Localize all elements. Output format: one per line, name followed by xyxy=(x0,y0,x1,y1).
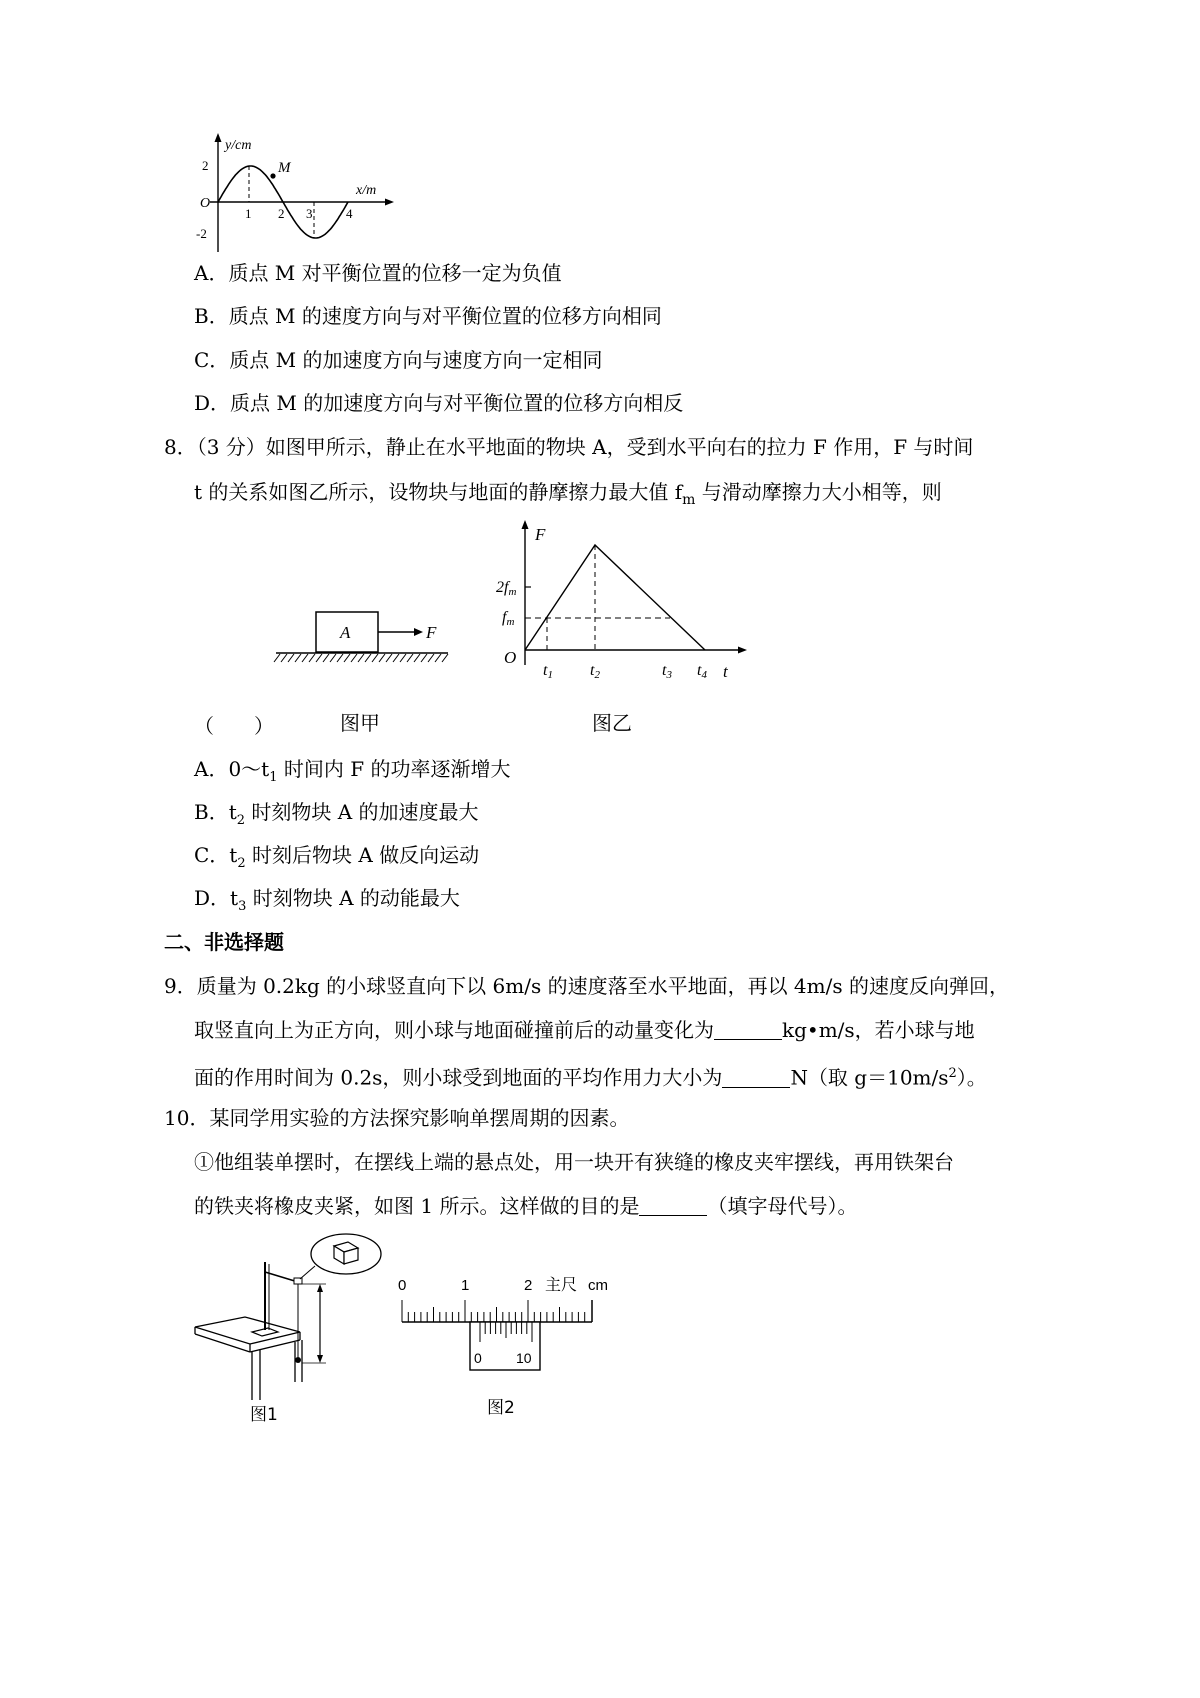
hatch-line xyxy=(442,654,448,662)
hatch-line xyxy=(421,654,427,662)
q9-line3-sup: 2 xyxy=(948,1066,957,1081)
q9-line2 xyxy=(194,1016,975,1044)
tick-t1 xyxy=(543,662,553,681)
q8-option-b-pre: B．t xyxy=(194,800,237,824)
q10-line2: ①他组装单摆时，在摆线上端的悬点处，用一块开有狭缝的橡皮夹牢摆线，再用铁架台 xyxy=(194,1150,954,1174)
q8-option-c-sub: 2 xyxy=(237,856,246,871)
y-tick-2: 2 xyxy=(202,158,209,173)
q8-option-d-pre: D．t xyxy=(194,886,239,910)
ground-hatching xyxy=(274,654,448,662)
fig-a-caption: 图甲 xyxy=(340,711,380,735)
force-f-label: F xyxy=(426,623,437,642)
q10-blank-1[interactable] xyxy=(639,1195,707,1216)
tick-t3 xyxy=(662,662,672,681)
y-tick-neg2: -2 xyxy=(196,226,207,241)
graph-y-label: F xyxy=(535,525,546,544)
hatch-line xyxy=(407,654,413,662)
q8-option-c xyxy=(194,841,479,878)
fig-2-caption: 图2 xyxy=(487,1398,515,1418)
q8-option-b xyxy=(194,798,479,835)
q8-option-a-sub: 1 xyxy=(269,770,278,785)
point-m-marker xyxy=(270,173,275,178)
q8-option-c-post: 时刻后物块 A 做反向运动 xyxy=(245,843,480,867)
tick-t3-main: t xyxy=(662,662,667,679)
x-axis-label: x/m xyxy=(356,183,377,198)
hatch-line xyxy=(428,654,434,662)
q8-stem-line2-a: t 的关系如图乙所示，设物块与地面的静摩擦力最大值 f xyxy=(194,480,683,504)
q8-option-b-sub: 2 xyxy=(236,813,246,828)
tick-t1-main: t xyxy=(543,662,548,679)
hatch-line xyxy=(365,654,371,662)
q9-blank-2[interactable] xyxy=(722,1067,790,1088)
tick-2fm-main: 2f xyxy=(496,579,509,596)
hatch-line xyxy=(344,654,350,662)
fig-b-caption: 图乙 xyxy=(592,711,632,735)
q9-line3-c: ）。 xyxy=(956,1065,987,1090)
tick-2fm-sub: m xyxy=(508,586,517,598)
q8-option-d-sub: 3 xyxy=(238,899,247,914)
tick-t3-sub: 3 xyxy=(666,669,672,681)
vernier-tick-0: 0 xyxy=(474,1350,482,1366)
graph-x-label: t xyxy=(723,662,728,681)
hatch-line xyxy=(358,654,364,662)
hatch-line xyxy=(302,654,308,662)
q7-option-c: C．质点 M 的加速度方向与速度方向一定相同 xyxy=(194,348,603,372)
hatch-line xyxy=(316,654,322,662)
hatch-line xyxy=(393,654,399,662)
graph-origin: O xyxy=(504,648,517,667)
q7-option-b: B．质点 M 的速度方向与对平衡位置的位移方向相同 xyxy=(194,304,662,328)
fig-block-diagram xyxy=(270,600,460,668)
q8-option-a xyxy=(194,755,510,792)
hatch-line xyxy=(400,654,406,662)
caliper-main-tick-2: 2 xyxy=(524,1277,533,1294)
force-curve xyxy=(525,545,705,650)
tick-fm xyxy=(502,609,514,628)
q9-line3-a: 面的作用时间为 0.2s，则小球受到地面的平均作用力大小为 xyxy=(194,1065,723,1090)
caliper-main-tick-0: 0 xyxy=(398,1277,407,1294)
q9-blank-1[interactable] xyxy=(714,1019,782,1040)
q8-stem-line1: 8．（3 分）如图甲所示，静止在水平地面的物块 A，受到水平向右的拉力 F 作用，F 与时间 xyxy=(164,435,974,459)
q8-bracket: （ ） xyxy=(194,714,274,738)
q8-stem-sub-m: m xyxy=(682,492,696,508)
x-tick-1: 1 xyxy=(245,206,252,221)
q10-line1: 10．某同学用实验的方法探究影响单摆周期的因素。 xyxy=(164,1106,630,1130)
q8-stem-line2 xyxy=(194,478,942,514)
x-tick-3: 3 xyxy=(306,206,313,221)
tick-t2 xyxy=(590,662,600,681)
hatch-line xyxy=(323,654,329,662)
point-m-label: M xyxy=(278,160,291,176)
hatch-line xyxy=(330,654,336,662)
hatch-line xyxy=(274,654,280,662)
hatch-line xyxy=(386,654,392,662)
block-a-label: A xyxy=(340,623,351,642)
vernier-tick-10: 10 xyxy=(516,1350,532,1366)
q7-option-a: A．质点 M 对平衡位置的位移一定为负值 xyxy=(194,261,562,285)
tick-t2-sub: 2 xyxy=(594,669,600,681)
caliper-main-tick-1: 1 xyxy=(461,1277,470,1294)
q9-line2-b: kg•m/s，若小球与地 xyxy=(782,1018,975,1042)
hatch-line xyxy=(288,654,294,662)
tick-t2-main: t xyxy=(590,662,595,679)
q10-line3-a: 的铁夹将橡皮夹紧，如图 1 所示。这样做的目的是 xyxy=(194,1194,640,1218)
x-tick-4: 4 xyxy=(346,206,353,221)
hatch-line xyxy=(295,654,301,662)
q9-line1: 9．质量为 0.2kg 的小球竖直向下以 6m/s 的速度落至水平地面，再以 4m/s 的速度反向弹回， xyxy=(164,974,1009,998)
hatch-line xyxy=(309,654,315,662)
q7-option-d: D．质点 M 的加速度方向与对平衡位置的位移方向相反 xyxy=(194,391,684,415)
y-axis-label: y/cm xyxy=(225,138,252,153)
q8-option-a-pre: A．0～t xyxy=(194,757,270,781)
tick-t4 xyxy=(697,662,707,681)
hatch-line xyxy=(372,654,378,662)
q8-option-a-post: 时间内 F 的功率逐渐增大 xyxy=(277,757,511,781)
q8-option-d-post: 时刻物块 A 的动能最大 xyxy=(246,886,460,910)
hatch-line xyxy=(379,654,385,662)
tick-t4-sub: 4 xyxy=(701,669,707,681)
q9-line3-b: N（取 g＝10m/s xyxy=(790,1065,949,1090)
q8-option-c-pre: C．t xyxy=(194,843,238,867)
hatch-line xyxy=(351,654,357,662)
origin-label: O xyxy=(200,196,211,211)
q8-option-d xyxy=(194,884,460,921)
tick-fm-sub: m xyxy=(506,616,515,628)
section-2-title: 二、非选择题 xyxy=(164,930,284,954)
hatch-line xyxy=(281,654,287,662)
tick-t1-sub: 1 xyxy=(547,669,553,681)
q8-option-b-post: 时刻物块 A 的加速度最大 xyxy=(245,800,479,824)
fig-2-caliper xyxy=(392,1270,622,1380)
caliper-main-label: 主尺 xyxy=(545,1277,578,1294)
fig-1-pendulum xyxy=(190,1232,390,1407)
fig-f-t-graph xyxy=(490,515,750,685)
tick-2fm xyxy=(496,579,516,598)
x-tick-2: 2 xyxy=(278,206,285,221)
wave-graph xyxy=(190,130,410,255)
caliper-unit: cm xyxy=(588,1277,608,1294)
q8-stem-line2-b: 与滑动摩擦力大小相等，则 xyxy=(695,480,942,504)
q10-line3 xyxy=(194,1192,857,1220)
tick-t4-main: t xyxy=(697,662,702,679)
q10-line3-b: （填字母代号）。 xyxy=(707,1194,858,1218)
hatch-line xyxy=(414,654,420,662)
tick-fm-main: f xyxy=(502,609,507,626)
hatch-line xyxy=(337,654,343,662)
q9-line2-a: 取竖直向上为正方向，则小球与地面碰撞前后的动量变化为 xyxy=(194,1018,714,1042)
hatch-line xyxy=(435,654,441,662)
main-scale-ticks xyxy=(402,1300,585,1322)
q9-line3 xyxy=(194,1060,987,1092)
fig-1-caption: 图1 xyxy=(250,1405,278,1425)
